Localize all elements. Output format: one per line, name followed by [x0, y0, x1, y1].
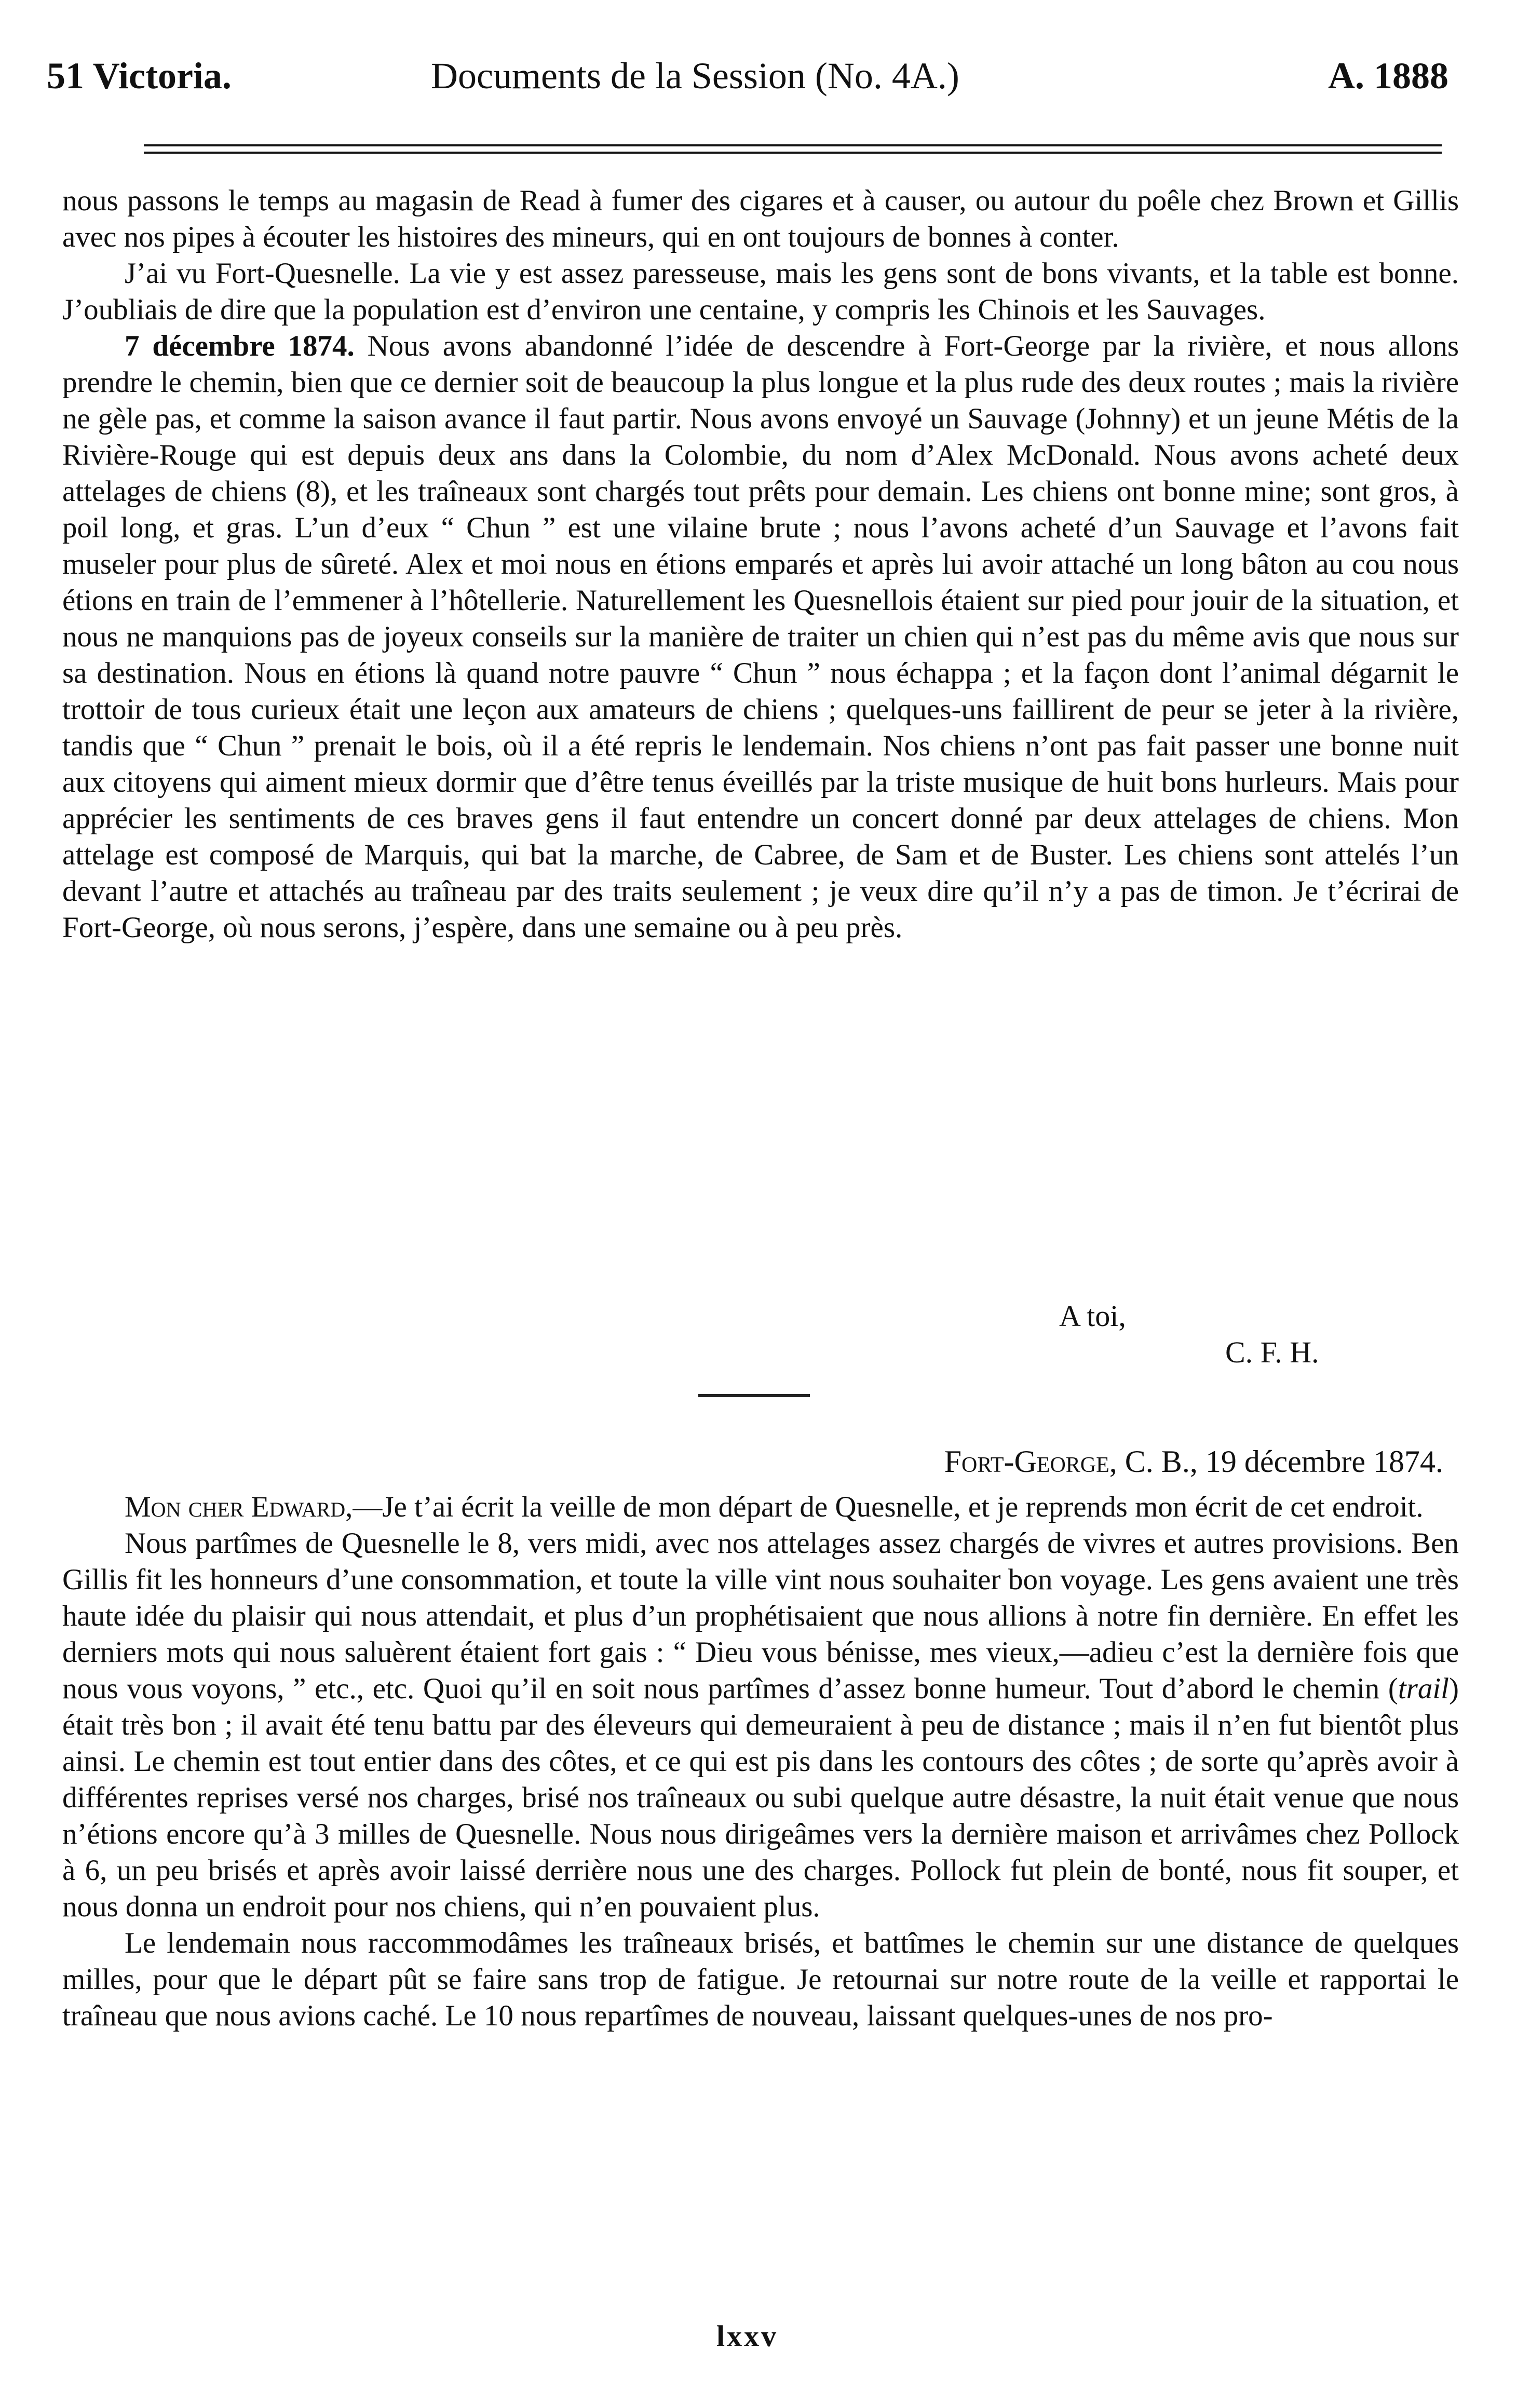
paragraph	[62, 1489, 1459, 1525]
header-title: Documents de la Session (No. 4A.)	[431, 55, 959, 97]
header-volume: 51 Victoria.	[47, 55, 232, 97]
paragraph-text: —Je t’ai écrit la veille de mon départ de Quesnelle, et je reprends mon écrit de cet endroit.	[353, 1491, 1424, 1523]
section-separator	[698, 1394, 810, 1397]
paragraph-text: Nous partîmes de Quesnelle le 8, vers midi, avec nos attelages assez chargés de vivres et autres provisions. Ben Gillis fit les honneurs d’une consommation, et toute la ville vint nous souhaiter bon voyage. Les gens avaient une très haute idée du plaisir qui nous attendait, et plus d’un prophétisaient que nous allions à notre fin dernière. En effet les derniers mots qui nous saluèrent étaient fort gais : “ Dieu vous bénisse, mes vieux,—adieu c’est la dernière fois que nous vous voyons, ” etc., etc. Quoi qu’il en soit nous partîmes d’assez bonne humeur. Tout d’abord le chemin (	[62, 1527, 1459, 1705]
paragraph: J’ai vu Fort-Quesnelle. La vie y est assez paresseuse, mais les gens sont de bons vivants, et la table est bonne. J’oubliais de dire que la population est d’environ une centaine, y compris les Chinois et les Sauvages.	[62, 257, 1459, 326]
header-rule-top	[144, 144, 1442, 146]
header-year: A. 1888	[1328, 55, 1448, 97]
salutation: Mon cher Edward,	[125, 1491, 353, 1523]
paragraph	[62, 1525, 1459, 1925]
letter-one-body	[62, 183, 1459, 946]
paragraph-text: Nous avons abandonné l’idée de descendre à Fort-George par la rivière, et nous allons prendre le chemin, bien que ce dernier soit de beaucoup la plus longue et la plus rude des deux routes ; mais la rivière ne gèle pas, et comme la saison avance il faut partir. Nous avons envoyé un Sauvage (Johnny) et un jeune Métis de la Rivière-Rouge qui est depuis deux ans dans la Colombie, du nom d’Alex McDonald. Nous avons acheté deux attelages de chiens (8), et les traîneaux sont chargés tout prêts pour demain. Les chiens ont bonne mine; sont gros, à poil long, et gras. L’un d’eux “ Chun ” est une vilaine brute ; nous l’avons acheté d’un Sauvage et l’avons fait museler pour plus de sûreté. Alex et moi nous en étions emparés et après lui avoir attaché un long bâton au cou nous étions en train de l’emmener à l’hôtellerie. Naturellement les Quesnellois étaient sur pied pour jouir de la situation, et nous ne manquions pas de joyeux conseils sur la manière de traiter un chien qui n’est pas du même avis que nous sur sa destination. Nous en étions là quand notre pauvre “ Chun ” nous échappa ; et la façon dont l’animal dégarnit le trottoir de tous curieux était une leçon aux amateurs de chiens ; quelques-uns faillirent de peur se jeter à la rivière, tandis que “ Chun ” prenait le bois, où il a été repris le lendemain. Nos chiens n’ont pas fait passer une bonne nuit aux citoyens qui aiment mieux dormir que d’être tenus éveillés par la triste musique de huit bons hurleurs. Mais pour apprécier les sentiments de ces braves gens il faut entendre un concert donné par deux attelages de chiens. Mon attelage est composé de Marquis, qui bat la marche, de Cabree, de Sam et de Buster. Les chiens sont attelés l’un devant l’autre et attachés au traîneau par des traits seulement ; je veux dire qu’il n’y a pas de timon. Je t’écrirai de Fort-George, où nous serons, j’espère, dans une semaine ou à peu près.	[62, 330, 1459, 944]
entry-date: 7 décembre 1874.	[125, 330, 355, 362]
paragraph: Le lendemain nous raccommodâmes les traîneaux brisés, et battîmes le chemin sur une distance de quelques milles, pour que le départ pût se faire sans trop de fatigue. Je retournai sur notre route de la veille et rapportai le traîneau que nous avions caché. Le 10 nous repartîmes de nouveau, laissant quelques-unes de nos pro-	[62, 1927, 1459, 2032]
signature: C. F. H.	[1225, 1335, 1319, 1369]
page-number: lxxv	[716, 2319, 779, 2353]
dateline-place: Fort-George	[944, 1444, 1109, 1479]
letter-two-body	[62, 1489, 1459, 2034]
closing-greeting: A toi,	[1059, 1299, 1126, 1333]
paragraph	[62, 328, 1459, 946]
dateline-date: , C. B., 19 décembre 1874.	[1109, 1444, 1443, 1479]
running-header	[47, 50, 1448, 102]
paragraph-text: ) était très bon ; il avait été tenu battu par des éleveurs qui demeuraient à peu de distance ; mais il n’en fut bientôt plus ainsi. Le chemin est tout entier dans des côtes, et ce qui est pis dans les contours des côtes ; de sorte qu’après avoir à différentes reprises versé nos charges, brisé nos traîneaux ou subi quelque autre désastre, la nuit était venue que nous n’étions encore qu’à 3 milles de Quesnelle. Nous nous dirigeâmes vers la dernière maison et arrivâmes chez Pollock à 6, un peu brisés et après avoir laissé derrière nous une des charges. Pollock fut plein de bonté, nous fit souper, et nous donna un endroit pour nos chiens, qui n’en pouvaient plus.	[62, 1672, 1459, 1923]
paragraph: nous passons le temps au magasin de Read à fumer des cigares et à causer, ou autour du poêle chez Brown et Gillis avec nos pipes à écouter les histoires des mineurs, qui en ont toujours de bonnes à conter.	[62, 184, 1459, 253]
letter-dateline	[696, 1441, 1443, 1482]
italic-word: trail	[1398, 1672, 1450, 1705]
header-rule-bottom	[144, 152, 1442, 154]
